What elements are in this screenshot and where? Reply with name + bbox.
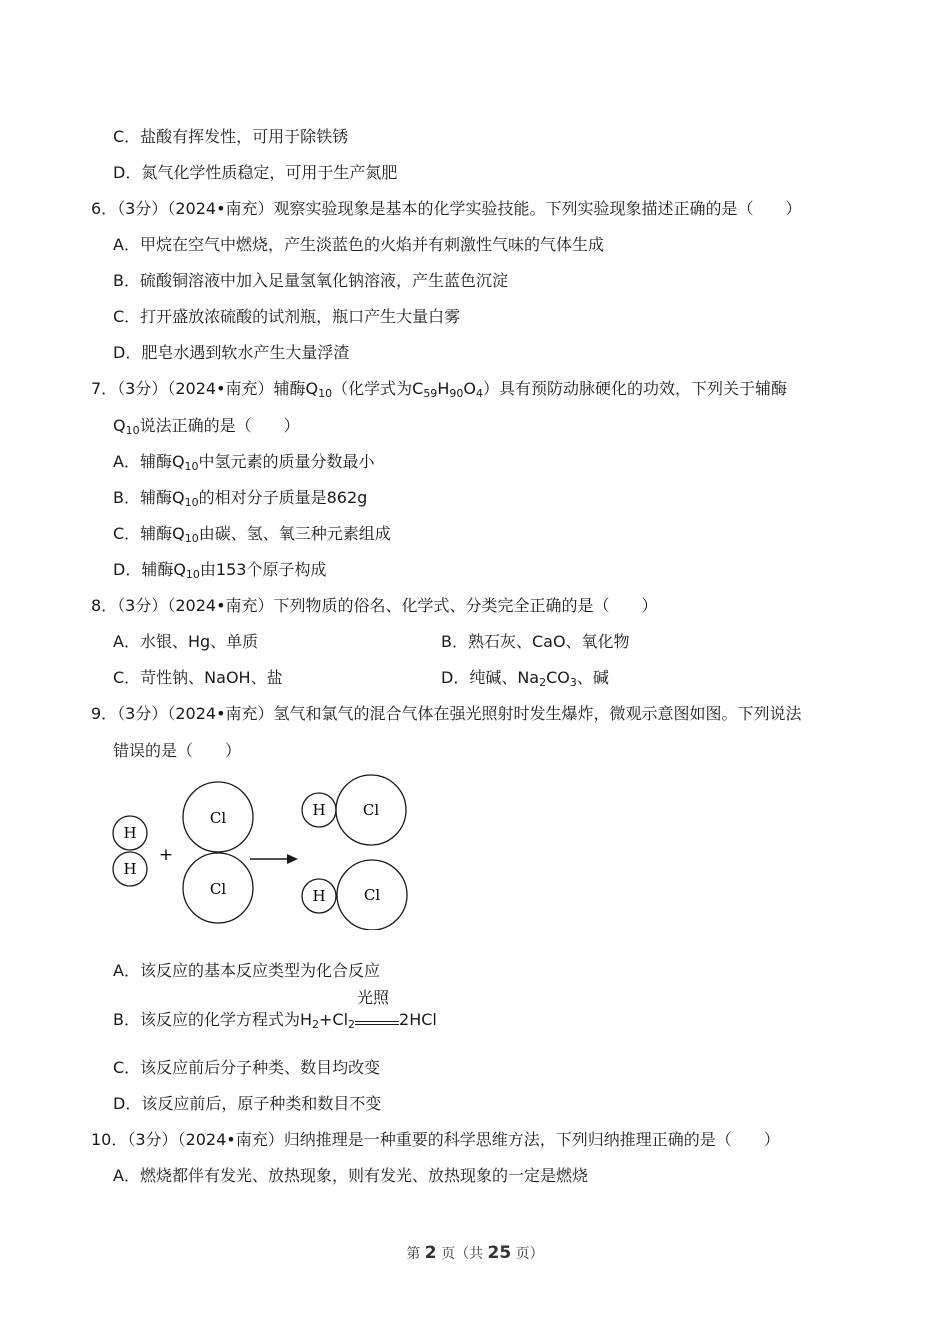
option-9a: A．该反应的基本反应类型为化合反应 [113,961,380,980]
plus-sign: + [158,845,174,865]
question-10-stem: 10．（3分）（2024•南充）归纳推理是一种重要的科学思维方法，下列归纳推理正确的是（ ） [91,1130,780,1149]
question-8-stem: 8．（3分）（2024•南充）下列物质的俗名、化学式、分类完全正确的是（ ） [91,596,658,615]
option-8c: C．苛性钠、NaOH、盐 [113,668,283,687]
h-atom-label: H [123,860,137,878]
cl-atom-label: Cl [209,809,227,827]
question-7-stem-cont: $Q_{10}$说法正确的是（ ） [113,416,300,437]
cl-atom-label: Cl [363,886,381,904]
line-q5-d: D．氮气化学性质稳定，可用于生产氮肥 [113,163,398,182]
option-9b: B．该反应的化学方程式为$H_2+Cl_2$ 光照 2HCl [113,988,437,1031]
question-9-stem-cont: 错误的是（ ） [113,741,242,760]
option-7d: D．辅酶$Q_{10}$由153个原子构成 [113,560,327,581]
cl-atom-label: Cl [362,801,380,819]
page-footer: 第 2 页（共 25 页） [406,1243,544,1263]
cl2-molecule [183,782,253,923]
option-6d: D．肥皂水遇到软水产生大量浮渣 [113,343,350,362]
option-7b: B．辅酶$Q_{10}$的相对分子质量是862g [113,488,368,509]
option-6c: C．打开盛放浓硫酸的试剂瓶，瓶口产生大量白雾 [113,307,461,326]
arrow-icon [250,854,298,864]
option-10a: A．燃烧都伴有发光、放热现象，则有发光、放热现象的一定是燃烧 [113,1166,588,1185]
option-9d: D．该反应前后，原子种类和数目不变 [113,1094,382,1113]
reaction-diagram [105,770,425,934]
option-8a: A．水银、Hg、单质 [113,632,259,651]
hcl-molecule [302,775,407,930]
reaction-condition: 光照 [355,1009,399,1031]
option-8d: D．纯碱、$Na_2CO_3$、碱 [441,668,609,689]
h-atom-label: H [123,824,137,842]
h-atom-label: H [312,801,326,819]
option-6b: B．硫酸铜溶液中加入足量氢氧化钠溶液，产生蓝色沉淀 [113,271,508,290]
line-q5-c: C．盐酸有挥发性，可用于除铁锈 [113,127,349,146]
cl-atom-label: Cl [209,880,227,898]
question-6-stem: 6．（3分）（2024•南充）观察实验现象是基本的化学实验技能。下列实验现象描述正确的是（ ） [91,199,802,218]
question-9-stem: 9．（3分）（2024•南充）氢气和氯气的混合气体在强光照射时发生爆炸，微观示意图如图。下列说法 [91,704,802,723]
option-8b: B．熟石灰、CaO、氧化物 [441,632,630,651]
question-7-stem: 7．（3分）（2024•南充）辅酶$Q_{10}$（化学式为$C_{59}H_{90}O_4$）具有预防动脉硬化的功效，下列关于辅酶 [91,379,787,400]
h-atom-label: H [312,887,326,905]
option-9c: C．该反应前后分子种类、数目均改变 [113,1058,381,1077]
option-6a: A．甲烷在空气中燃烧，产生淡蓝色的火焰并有刺激性气味的气体生成 [113,235,604,254]
option-7c: C．辅酶$Q_{10}$由碳、氢、氧三种元素组成 [113,524,391,545]
option-7a: A．辅酶$Q_{10}$中氢元素的质量分数最小 [113,452,375,473]
